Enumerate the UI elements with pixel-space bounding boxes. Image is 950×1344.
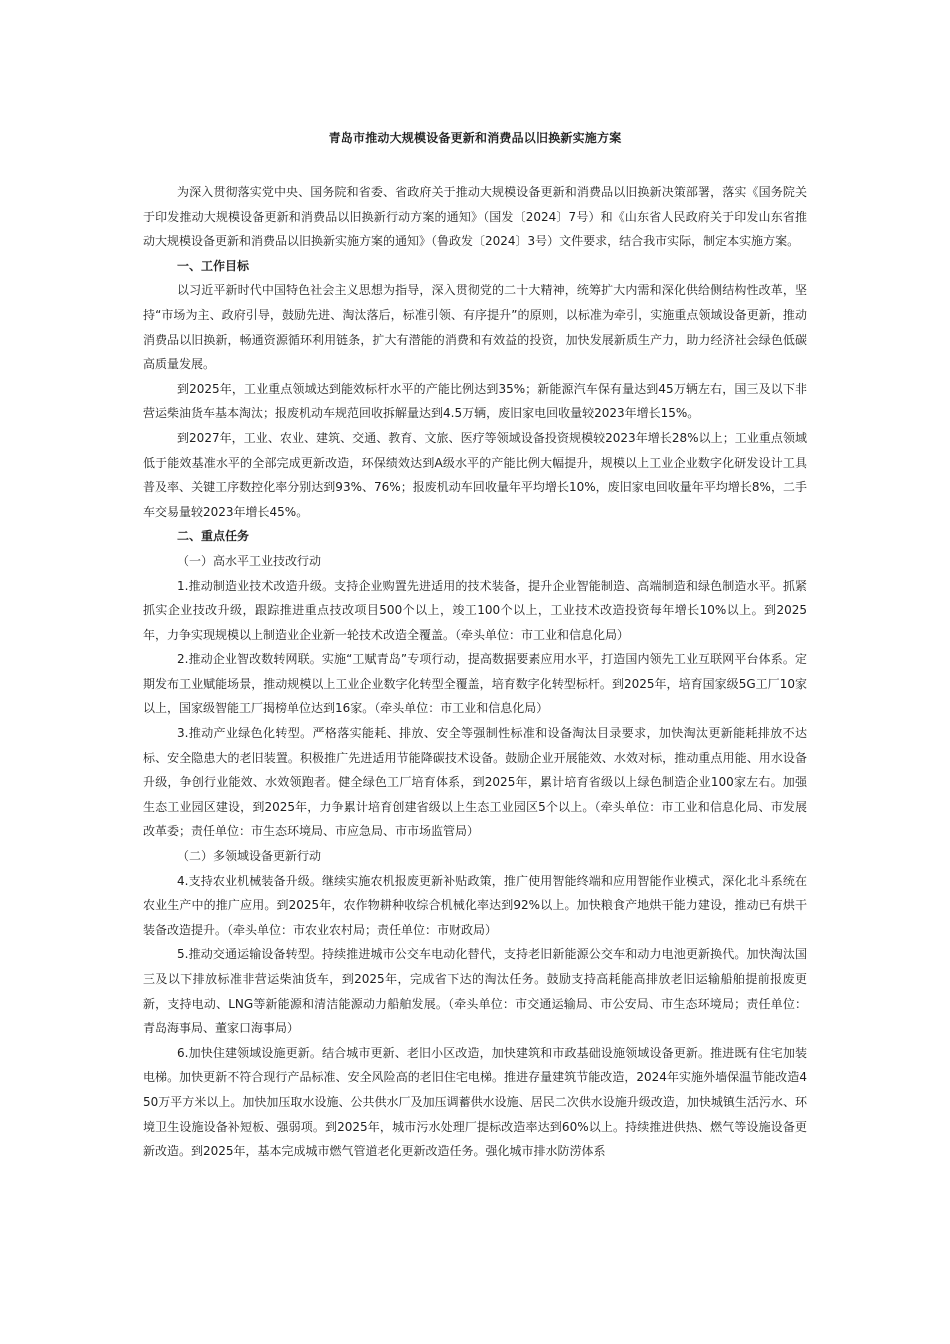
- task-item-1: 1.推动制造业技术改造升级。支持企业购置先进适用的技术装备，提升企业智能制造、高端制造和绿色制造水平。抓紧抓实企业技改升级，跟踪推进重点技改项目500个以上，竣工100个以上，工业技术改造投资每年增长10%以上。到2025年，力争实现规模以上制造业企业新一轮技术改造全覆盖。（牵头单位：市工业和信息化局）: [143, 578, 807, 642]
- intro-paragraph: 为深入贯彻落实党中央、国务院和省委、省政府关于推动大规模设备更新和消费品以旧换新决策部署，落实《国务院关于印发推动大规模设备更新和消费品以旧换新行动方案的通知》（国发〔2024〕7号）和《山东省人民政府关于印发山东省推动大规模设备更新和消费品以旧换新实施方案的通知》（鲁政发〔2024〕3号）文件要求，结合我市实际，制定本实施方案。: [143, 185, 807, 249]
- section-heading-tasks: 二、重点任务: [177, 529, 250, 544]
- goals-paragraph-2027: 到2027年，工业、农业、建筑、交通、教育、文旅、医疗等领域设备投资规模较2023年增长28%以上；工业重点领域低于能效基准水平的全部完成更新改造，环保绩效达到A级水平的产能比例大幅提升，规模以上工业企业数字化研发设计工具普及率、关键工序数控化率分别达到93%、76%；报废机动车回收量年平均增长10%，废旧家电回收量年平均增长8%，二手车交易量较2023年增长45%。: [143, 430, 807, 519]
- goals-paragraph-guiding: 以习近平新时代中国特色社会主义思想为指导，深入贯彻党的二十大精神，统筹扩大内需和深化供给侧结构性改革，坚持“市场为主、政府引导，鼓励先进、淘汰落后，标准引领、有序提升”的原则，以标准为牵引，实施重点领域设备更新，推动消费品以旧换新，畅通资源循环利用链条，扩大有潜能的消费和有效益的投资，加快发展新质生产力，助力经济社会绿色低碳高质量发展。: [143, 283, 807, 372]
- section-heading-goals: 一、工作目标: [177, 258, 250, 273]
- task-item-4: 4.支持农业机械装备升级。继续实施农机报废更新补贴政策，推广使用智能终端和应用智能作业模式，深化北斗系统在农业生产中的推广应用。到2025年，农作物耕种收综合机械化率达到92%以上。加快粮食产地烘干能力建设，推动已有烘干装备改造提升。（牵头单位：市农业农村局；责任单位：市财政局）: [143, 873, 807, 937]
- subheading-industrial-upgrade: （一）高水平工业技改行动: [177, 553, 322, 568]
- task-item-2: 2.推动企业智改数转网联。实施“工赋青岛”专项行动，提高数据要素应用水平，打造国内领先工业互联网平台体系。定期发布工业赋能场景，推动规模以上工业企业数字化转型全覆盖，培育数字化转型标杆。到2025年，培育国家级5G工厂10家以上，国家级智能工厂揭榜单位达到16家。（牵头单位：市工业和信息化局）: [143, 652, 807, 716]
- task-item-5: 5.推动交通运输设备转型。持续推进城市公交车电动化替代，支持老旧新能源公交车和动力电池更新换代。加快淘汰国三及以下排放标准非营运柴油货车，到2025年，完成省下达的淘汰任务。鼓励支持高耗能高排放老旧运输船舶提前报废更新，支持电动、LNG等新能源和清洁能源动力船舶发展。（牵头单位：市交通运输局、市公安局、市生态环境局；责任单位：青岛海事局、董家口海事局）: [143, 947, 807, 1036]
- task-item-3: 3.推动产业绿色化转型。严格落实能耗、排放、安全等强制性标准和设备淘汰目录要求，加快淘汰更新能耗排放不达标、安全隐患大的老旧装置。积极推广先进适用节能降碳技术设备。鼓励企业开展能效、水效对标，推动重点用能、用水设备升级，争创行业能效、水效领跑者。健全绿色工厂培育体系，到2025年，累计培育省级以上绿色制造企业100家左右。加强生态工业园区建设，到2025年，力争累计培育创建省级以上生态工业园区5个以上。（牵头单位：市工业和信息化局、市发展改革委；责任单位：市生态环境局、市应急局、市市场监管局）: [143, 726, 807, 839]
- document-title: 青岛市推动大规模设备更新和消费品以旧换新实施方案: [328, 131, 622, 145]
- task-item-6: 6.加快住建领域设施更新。结合城市更新、老旧小区改造，加快建筑和市政基础设施领域设备更新。推进既有住宅加装电梯。加快更新不符合现行产品标准、安全风险高的老旧住宅电梯。推进存量建筑节能改造，2024年实施外墙保温节能改造450万平方米以上。加快加压取水设施、公共供水厂及加压调蓄供水设施、居民二次供水设施升级改造，加快城镇生活污水、环境卫生设施设备补短板、强弱项。到2025年，城市污水处理厂提标改造率达到60%以上。持续推进供热、燃气等设施设备更新改造。到2025年，基本完成城市燃气管道老化更新改造任务。强化城市排水防涝体系: [143, 1045, 807, 1159]
- goals-paragraph-2025: 到2025年，工业重点领域达到能效标杆水平的产能比例达到35%；新能源汽车保有量达到45万辆左右，国三及以下非营运柴油货车基本淘汰；报废机动车规范回收拆解量达到4.5万辆，废旧家电回收量较2023年增长15%。: [143, 381, 807, 421]
- document-body: [143, 129, 807, 1164]
- subheading-equipment-renewal: （二）多领域设备更新行动: [177, 849, 322, 864]
